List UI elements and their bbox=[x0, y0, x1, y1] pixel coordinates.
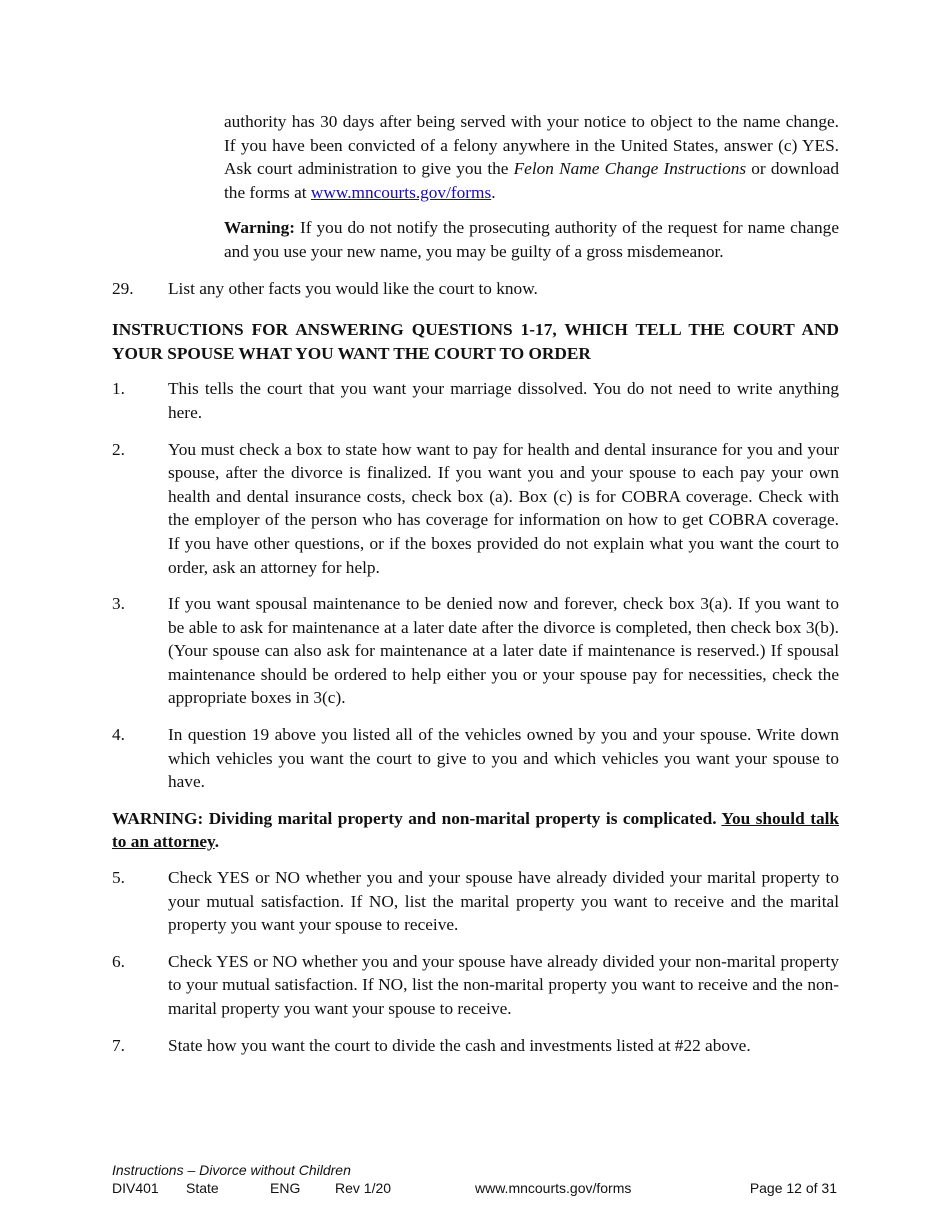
item-text: You must check a box to state how want to pay for health and dental insurance for you and your spouse, after the divorce is finalized. If you want you and your spouse to each pay your own health and dental insurance costs, check box (a). Box (c) is for COBRA coverage. Check with the employer of the person who has coverage for information on how to get COBRA coverage. If you have other questions, or if the boxes provided do not explain what you want the court to order, ask an attorney for help. bbox=[168, 439, 839, 577]
jurisdiction: State bbox=[186, 1180, 219, 1196]
mncourts-forms-link[interactable]: www.mncourts.gov/forms bbox=[310, 182, 492, 202]
name-change-continuation: authority has 30 days after being served with your notice to object to the name change. If you have been convicted of a felony anywhere in the United States, answer (c) YES. Ask court administration to give you the Felon Name Change Instructions or download the forms at www.mncourts.gov/forms. bbox=[224, 112, 839, 202]
page-number: Page 12 of 31 bbox=[749, 1180, 837, 1196]
list-item bbox=[112, 377, 839, 424]
item-text: In question 19 above you listed all of the vehicles owned by you and your spouse. Write down which vehicles you want the court to give to you and which vehicles you want your spouse to have. bbox=[168, 725, 839, 792]
page-footer bbox=[112, 1162, 839, 1197]
item-number: 6. bbox=[112, 951, 125, 971]
list-item bbox=[112, 1034, 839, 1058]
warning-text: If you do not notify the prosecuting authority of the request for name change and you use your new name, you may be guilty of a gross misdemeanor. bbox=[224, 218, 839, 261]
footer-title: Instructions – Divorce without Children bbox=[112, 1162, 351, 1178]
felon-instructions-title: Felon Name Change Instructions bbox=[513, 159, 747, 179]
property-warning: WARNING: Dividing marital property and non-marital property is complicated. You should talk to an attorney. bbox=[112, 808, 839, 852]
list-item bbox=[112, 592, 839, 710]
list-item bbox=[112, 866, 839, 937]
item-text: List any other facts you would like the court to know. bbox=[168, 278, 538, 298]
item-number: 29. bbox=[112, 278, 134, 298]
item-number: 3. bbox=[112, 594, 125, 614]
attorney-advice: You should talk to an attorney bbox=[112, 808, 839, 852]
revision: Rev 1/20 bbox=[335, 1180, 392, 1196]
list-item bbox=[112, 723, 839, 794]
continuation-text: authority has 30 days after being served with your notice to object to the name change. If you have been convicted of a felony anywhere in the United States, answer (c) YES. Ask court administration to give you the bbox=[224, 112, 839, 179]
item-text: Check YES or NO whether you and your spouse have already divided your marital property to your mutual satisfaction. If NO, list the marital property you want to receive and the marital property you want your spouse to receive. bbox=[168, 868, 839, 935]
footer-row bbox=[112, 1179, 839, 1197]
item-text: This tells the court that you want your marriage dissolved. You do not need to write anything here. bbox=[168, 379, 839, 422]
item-number: 2. bbox=[112, 439, 125, 459]
item-number: 5. bbox=[112, 868, 125, 888]
item-number: 7. bbox=[112, 1035, 125, 1055]
name-change-warning bbox=[224, 216, 839, 263]
item-number: 4. bbox=[112, 725, 125, 745]
warning-label: Warning: bbox=[224, 218, 296, 238]
item-text: If you want spousal maintenance to be denied now and forever, check box 3(a). If you want to be able to ask for maintenance at a later date after the divorce is completed, then check box 3(b).(Your spouse can also ask for maintenance at a later date if maintenance is reserved.) If spousal maintenance should be ordered to help either you or your spouse pay for necessities, check the appropriate boxes in 3(c). bbox=[168, 594, 839, 708]
instructions-list-b bbox=[112, 866, 839, 1057]
continuation-text-2: or download the forms at bbox=[224, 159, 839, 202]
document-body bbox=[112, 110, 839, 1057]
instructions-list-a bbox=[112, 377, 839, 794]
section-heading: INSTRUCTIONS FOR ANSWERING QUESTIONS 1-17, WHICH TELL THE COURT AND YOUR SPOUSE WHAT YOU WANT THE COURT TO ORDER bbox=[112, 320, 839, 363]
footer-url: www.mncourts.gov/forms bbox=[475, 1180, 632, 1196]
form-id: DIV401 bbox=[112, 1180, 159, 1196]
list-item bbox=[112, 950, 839, 1021]
list-item bbox=[112, 438, 839, 580]
language: ENG bbox=[270, 1180, 301, 1196]
item-number: 1. bbox=[112, 379, 125, 399]
list-item-29 bbox=[112, 277, 839, 301]
item-text: State how you want the court to divide the cash and investments listed at #22 above. bbox=[168, 1035, 751, 1055]
item-text: Check YES or NO whether you and your spouse have already divided your non-marital property to your mutual satisfaction. If NO, list the non-marital property you want to receive and the non-marital property you want your spouse to receive. bbox=[168, 951, 839, 1018]
